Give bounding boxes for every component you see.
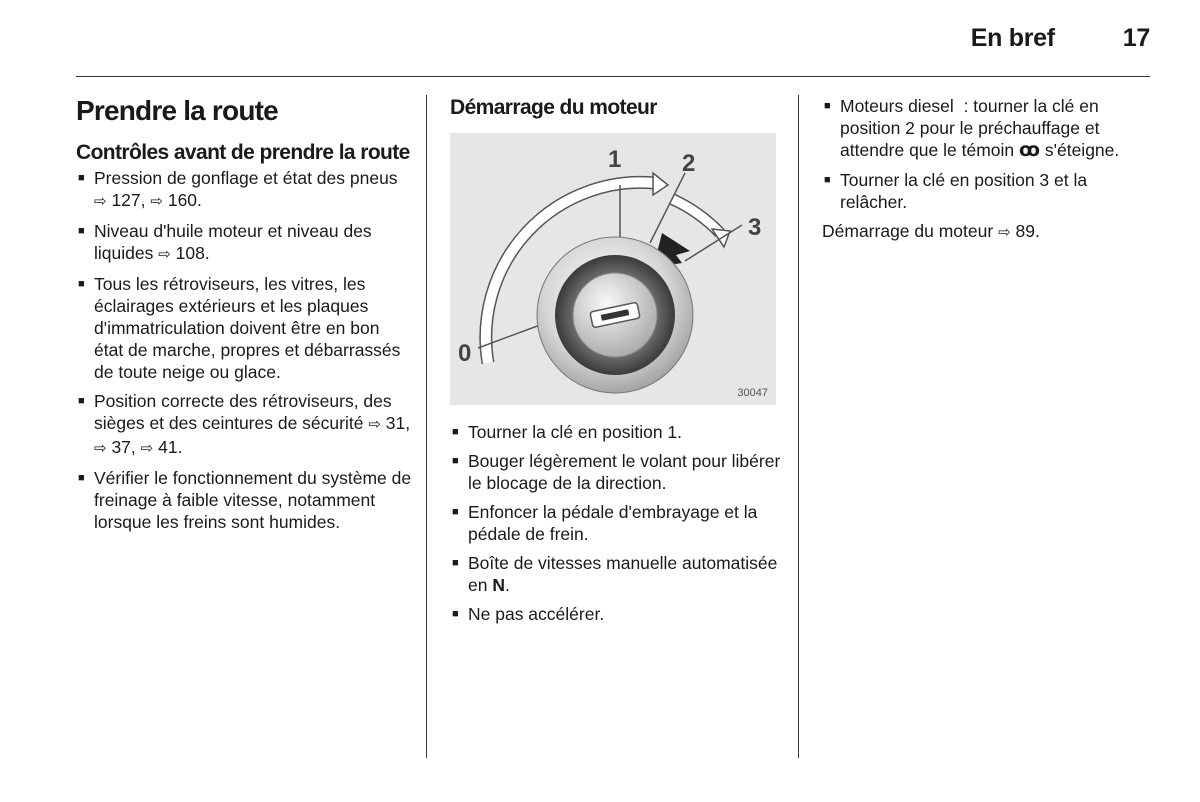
ignition-switch-figure: [450, 133, 776, 405]
page-ref-link[interactable]: ⇨ 37: [94, 437, 131, 457]
bullet-icon: ■: [78, 472, 85, 484]
list-item: [76, 467, 412, 533]
list-item-text: Tourner la clé en position 3 et la relâcher.: [840, 170, 1088, 212]
page-number: 17: [1122, 24, 1150, 52]
page-ref-link[interactable]: ⇨ 108: [158, 243, 205, 263]
page-ref-link[interactable]: ⇨ 160: [150, 190, 198, 210]
page-ref-icon: ⇨: [158, 246, 171, 263]
bullet-icon: ■: [824, 100, 831, 112]
page-header: [971, 24, 1150, 53]
page-ref-link[interactable]: ⇨ 89: [998, 221, 1035, 241]
glow-plug-icon: ꝏ: [1019, 140, 1041, 161]
page-ref-icon: ⇨: [998, 224, 1011, 241]
bullet-icon: ■: [824, 174, 831, 186]
bullet-icon: ■: [78, 225, 85, 237]
column-3: [822, 95, 1152, 244]
diesel-steps-list: [822, 95, 1152, 213]
list-item-text: Tous les rétroviseurs, les vitres, les éclairages extérieurs et les plaques d'immatriculation doivent être en bon état de marche, propres et débarrassés de toute neige ou glace.: [94, 274, 401, 382]
arc-2-3-fill: [672, 199, 720, 233]
page-ref-icon: ⇨: [150, 193, 163, 210]
figure-code: 30047: [737, 387, 768, 399]
gear-position-n: N: [492, 575, 505, 595]
list-item: ■ Boîte de vitesses manuelle automatisée en N.: [452, 553, 778, 595]
section-title: En bref: [970, 24, 1055, 52]
list-item-text: Enfoncer la pédale d'embrayage et la pédale de frein.: [468, 502, 758, 544]
page-ref-icon: ⇨: [94, 440, 107, 457]
page-ref-link[interactable]: ⇨ 31: [368, 413, 406, 433]
page-ref-icon: ⇨: [368, 416, 381, 433]
section-heading: Prendre la route: [76, 95, 278, 126]
list-item: [76, 273, 412, 383]
bullet-icon: ■: [78, 395, 85, 407]
list-item: [450, 501, 784, 545]
bullet-icon: ■: [452, 557, 459, 569]
list-item: [450, 603, 784, 625]
list-item-text: Niveau d'huile moteur et niveau des liquides: [94, 221, 372, 263]
list-item-text: Position correcte des rétroviseurs, des sièges et des ceintures de sécurité: [94, 391, 392, 433]
list-item: ■ Moteurs diesel : tourner la clé en position 2 pour le préchauffage et attendre que le témoin ꝏ s'éteigne.: [824, 96, 1120, 161]
list-item-text: Pression de gonflage et état des pneus: [94, 168, 398, 188]
bullet-icon: ■: [78, 172, 85, 184]
list-item-text: Ne pas accélérer.: [468, 604, 605, 624]
bullet-icon: ■: [452, 426, 459, 438]
steps-list: [450, 421, 784, 625]
position-label-2: 2: [682, 150, 696, 177]
list-item: [822, 169, 1152, 213]
position-label-3: 3: [748, 214, 762, 241]
page-ref-link[interactable]: ⇨ 127: [94, 190, 141, 210]
list-item: [450, 421, 784, 443]
position-label-1: 1: [608, 146, 622, 173]
column-divider-2: [798, 95, 799, 758]
list-item: ■ Pression de gonflage et état des pneus ⇨ 127, ⇨ 160.: [78, 168, 398, 210]
column-divider-1: [426, 95, 427, 758]
bullet-icon: ■: [452, 455, 459, 467]
checklist: [76, 167, 412, 533]
list-item-text: Tourner la clé en position 1.: [468, 422, 683, 442]
list-item-text: Bouger légèrement le volant pour libérer le blocage de la direction.: [468, 451, 781, 493]
column-1: [76, 95, 412, 540]
bullet-icon: ■: [78, 278, 85, 290]
header-rule: [76, 76, 1150, 77]
page-ref-icon: ⇨: [140, 440, 154, 457]
section-heading: Démarrage du moteur: [450, 96, 657, 119]
subsection-heading: Contrôles avant de prendre la route: [76, 141, 410, 164]
list-item: ■ Position correcte des rétroviseurs, des sièges et des ceintures de sécurité ⇨ 31, ⇨ 37, ⇨ 41.: [78, 391, 411, 457]
arc-arrowhead-icon: [653, 173, 668, 195]
column-2: [450, 95, 784, 632]
bullet-icon: ■: [452, 506, 459, 518]
bullet-icon: ■: [452, 608, 459, 620]
ignition-switch-illustration: [450, 133, 776, 405]
list-item-text: Vérifier le fonctionnement du système de freinage à faible vitesse, notamment lorsque les freins sont humides.: [94, 468, 412, 532]
position-label-0: 0: [458, 340, 472, 367]
list-item: [450, 450, 784, 494]
page-ref-icon: ⇨: [94, 193, 107, 210]
cross-reference: Démarrage du moteur ⇨ 89.: [822, 221, 1040, 241]
list-item: ■ Niveau d'huile moteur et niveau des liquides ⇨ 108.: [78, 221, 372, 263]
page-ref-link[interactable]: ⇨ 41: [140, 437, 178, 457]
